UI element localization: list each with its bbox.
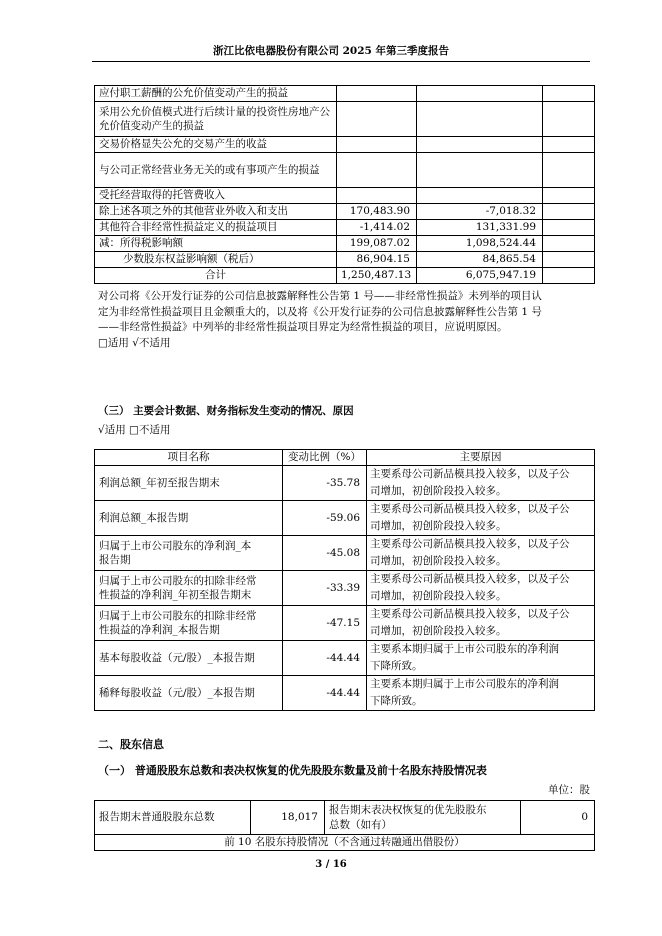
applicability-check: □适用 √不适用	[98, 337, 171, 349]
label-line: 报告期末表决权恢复的优先股股东	[329, 804, 487, 817]
row-current	[337, 137, 417, 153]
row-ratio: -47.15	[283, 606, 367, 641]
item-line: 性损益的净利润_本报告期	[99, 624, 220, 636]
subsection-heading: （一） 普通股股东总数和表决权恢复的优先股股东数量及前十名股东持股情况表	[98, 764, 487, 777]
note-line: 对公司将《公开发行证券的公司信息披露解释性公告第 1 号——非经常性损益》未列举的项目认	[98, 290, 542, 302]
row-note	[543, 153, 595, 188]
top10-heading: 前 10 名股东持股情况（不含通过转融通出借股份）	[95, 835, 595, 851]
row-note	[543, 236, 595, 252]
row-reason	[367, 606, 595, 641]
row-ratio: -44.44	[283, 641, 367, 676]
reason-line: 司增加，初创阶段投入较多。	[370, 590, 507, 602]
nonrecurring-table	[94, 85, 595, 284]
table-row	[95, 102, 595, 137]
row-item: 交易价格显失公允的交易产生的收益	[95, 137, 337, 153]
row-ytd: 1,098,524.44	[417, 236, 543, 252]
shareholders-table	[94, 800, 595, 851]
row-item: 其他符合非经常性损益定义的损益项目	[95, 220, 337, 236]
header-rule	[92, 61, 590, 62]
reason-line: 司增加，初创阶段投入较多。	[370, 625, 507, 637]
row-current	[337, 153, 417, 188]
table-row	[95, 236, 595, 252]
row-reason	[367, 536, 595, 571]
row-ratio: -45.08	[283, 536, 367, 571]
row-ytd	[417, 153, 543, 188]
row-current	[337, 188, 417, 204]
row-ytd: -7,018.32	[417, 204, 543, 220]
row-item: 采用公允价值模式进行后续计量的投资性房地产公允价值变动产生的损益	[95, 102, 337, 137]
row-item	[95, 571, 283, 606]
table-row	[95, 641, 595, 676]
row-reason	[367, 571, 595, 606]
row-ytd	[417, 86, 543, 102]
reason-line: 下降所致。	[370, 660, 423, 672]
reason-line: 下降所致。	[370, 695, 423, 707]
header-reason: 主要原因	[367, 450, 595, 466]
table-row	[95, 137, 595, 153]
row-reason	[367, 466, 595, 501]
item-line: 利润总额_年初至报告期末	[99, 476, 220, 489]
row-note	[543, 220, 595, 236]
row-ratio: -44.44	[283, 676, 367, 711]
reason-line: 主要系本期归属于上市公司股东的净利润	[370, 678, 559, 690]
row-ytd: 84,865.54	[417, 252, 543, 268]
row-note	[543, 268, 595, 284]
total-holders-label: 报告期末普通股股东总数	[95, 801, 251, 835]
row-ytd: 6,075,947.19	[417, 268, 543, 284]
table-row	[95, 188, 595, 204]
table-row	[95, 536, 595, 571]
reason-line: 主要系母公司新品模具投入较多，以及子公	[370, 573, 570, 585]
reason-line: 司增加，初创阶段投入较多。	[370, 555, 507, 567]
row-current: 1,250,487.13	[337, 268, 417, 284]
row-note	[543, 137, 595, 153]
reason-line: 主要系本期归属于上市公司股东的净利润	[370, 643, 559, 655]
row-current: 170,483.90	[337, 204, 417, 220]
row-current: 86,904.15	[337, 252, 417, 268]
row-item	[95, 466, 283, 501]
reason-line: 司增加，初创阶段投入较多。	[370, 485, 507, 497]
reason-line: 主要系母公司新品模具投入较多，以及子公	[370, 468, 570, 480]
table-row	[95, 835, 595, 851]
item-line: 归属于上市公司股东的扣除非经常	[99, 574, 257, 587]
item-line: 归属于上市公司股东的净利润_本	[99, 539, 252, 552]
row-note	[543, 252, 595, 268]
row-note	[543, 86, 595, 102]
note-line: ——非经常性损益》中列举的非经常性损益项目界定为经常性损益的项目，应说明原因。	[98, 321, 508, 333]
row-item: 应付职工薪酬的公允价值变动产生的损益	[95, 86, 337, 102]
explanatory-note	[98, 289, 592, 336]
item-line: 归属于上市公司股东的扣除非经常	[99, 609, 257, 622]
row-reason	[367, 676, 595, 711]
row-item	[95, 641, 283, 676]
table-header-row	[95, 450, 595, 466]
row-item	[95, 676, 283, 711]
row-note	[543, 188, 595, 204]
pref-holders-value: 0	[521, 801, 595, 835]
row-item: 少数股东权益影响额（税后）	[95, 252, 337, 268]
row-item	[95, 606, 283, 641]
row-ytd	[417, 102, 543, 137]
row-ytd	[417, 137, 543, 153]
changes-table	[94, 449, 595, 711]
row-item: 与公司正常经营业务无关的或有事项产生的损益	[95, 153, 337, 188]
table-row	[95, 606, 595, 641]
page-header: 浙江比依电器股份有限公司 2025 年第三季度报告	[212, 45, 450, 57]
table-row	[95, 204, 595, 220]
item-line: 报告期	[99, 554, 131, 566]
row-current	[337, 86, 417, 102]
row-current: -1,414.02	[337, 220, 417, 236]
reason-line: 司增加，初创阶段投入较多。	[370, 520, 507, 532]
row-ytd	[417, 188, 543, 204]
unit-label: 单位：股	[548, 784, 590, 796]
row-ratio: -33.39	[283, 571, 367, 606]
row-ratio: -59.06	[283, 501, 367, 536]
row-item: 合计	[95, 268, 337, 284]
table-row	[95, 252, 595, 268]
header-item: 项目名称	[95, 450, 283, 466]
reason-line: 主要系母公司新品模具投入较多，以及子公	[370, 608, 570, 620]
page-number: 3 / 16	[315, 859, 347, 870]
table-row-total	[95, 268, 595, 284]
item-line: 稀释每股收益（元/股）_本报告期	[99, 686, 255, 699]
row-item: 减：所得税影响额	[95, 236, 337, 252]
header-ratio: 变动比例（%）	[283, 450, 367, 466]
row-item: 除上述各项之外的其他营业外收入和支出	[95, 204, 337, 220]
pref-holders-label	[325, 801, 521, 835]
table-row	[95, 86, 595, 102]
label-line: 总数（如有）	[329, 818, 392, 831]
row-reason	[367, 641, 595, 676]
row-item: 受托经营取得的托管费收入	[95, 188, 337, 204]
row-note	[543, 102, 595, 137]
item-line: 性损益的净利润_年初至报告期末	[99, 589, 252, 601]
table-row	[95, 153, 595, 188]
applicability-check: √适用 □不适用	[98, 424, 171, 436]
note-line: 定为非经常性损益项目且金额重大的，以及将《公开发行证券的公司信息披露解释性公告第 1 号	[98, 305, 542, 318]
reason-line: 主要系母公司新品模具投入较多，以及子公	[370, 538, 570, 550]
item-line: 利润总额_本报告期	[99, 511, 189, 524]
table-row	[95, 466, 595, 501]
reason-line: 主要系母公司新品模具投入较多，以及子公	[370, 503, 570, 515]
row-ratio: -35.78	[283, 466, 367, 501]
table-row	[95, 676, 595, 711]
row-current: 199,087.02	[337, 236, 417, 252]
table-row	[95, 220, 595, 236]
total-holders-value: 18,017	[251, 801, 325, 835]
row-reason	[367, 501, 595, 536]
section-heading: 二、股东信息	[98, 738, 164, 751]
row-item	[95, 501, 283, 536]
section-title: （三） 主要会计数据、财务指标发生变动的情况、原因	[98, 405, 354, 417]
row-note	[543, 204, 595, 220]
row-current	[337, 102, 417, 137]
table-row	[95, 571, 595, 606]
row-item	[95, 536, 283, 571]
item-line: 基本每股收益（元/股）_本报告期	[99, 651, 255, 664]
row-ytd: 131,331.99	[417, 220, 543, 236]
table-row	[95, 501, 595, 536]
table-row	[95, 801, 595, 835]
